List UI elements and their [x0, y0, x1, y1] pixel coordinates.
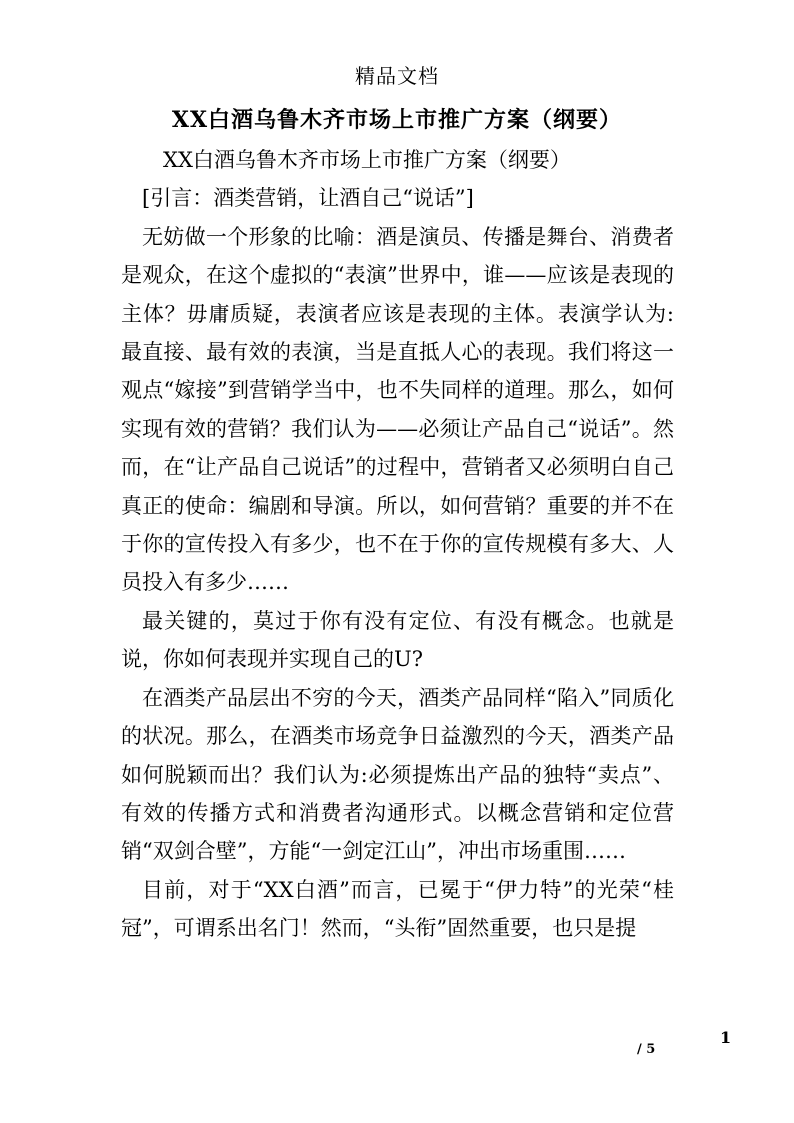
- page-total: / 5: [637, 1042, 656, 1057]
- document-body: [121, 141, 674, 948]
- body-paragraph: 在酒类产品层出不穷的今天，酒类产品同样“陷入”同质化的状况。那么，在酒类市场竞争日益激烈的今天，酒类产品如何脱颖而出？我们认为:必须提炼出产品的独特“卖点”、有效的传播方式和消费者沟通形式。以概念营销和定位营销“双剑合壁”，方能“一剑定江山”，冲出市场重围……: [121, 685, 674, 864]
- document-subtitle: XX白酒乌鲁木齐市场上市推广方案（纲要）: [163, 148, 571, 172]
- intro-paragraph: [引言：酒类营销，让酒自己“说话”]: [142, 186, 474, 211]
- header-label: 精品文档: [355, 64, 439, 88]
- body-paragraph: 最关键的，莫过于你有没有定位、有没有概念。也就是说，你如何表现并实现自己的U?: [121, 608, 674, 672]
- document-title: XX白酒乌鲁木齐市场上市推广方案（纲要）: [171, 107, 623, 133]
- body-paragraph: 目前，对于“XX白酒”而言，已冕于“伊力特”的光荣“桂冠”，可谓系出名门！然而，“头衔”固然重要，也只是提: [121, 877, 674, 941]
- body-paragraph: 无妨做一个形象的比喻：酒是演员、传播是舞台、消费者是观众，在这个虚拟的“表演”世界中，谁——应该是表现的主体？毋庸质疑，表演者应该是表现的主体。表演学认为:最直接、最有效的表演，当是直抵人心的表现。我们将这一观点“嫁接”到营销学当中，也不失同样的道理。那么，如何实现有效的营销？我们认为——必须让产品自己“说话”。然而，在“让产品自己说话”的过程中，营销者又必须明白自己真正的使命：编剧和导演。所以，如何营销？重要的并不在于你的宣传投入有多少，也不在于你的宣传规模有多大、人员投入有多少……: [121, 224, 674, 595]
- page-number: 1: [720, 1028, 732, 1047]
